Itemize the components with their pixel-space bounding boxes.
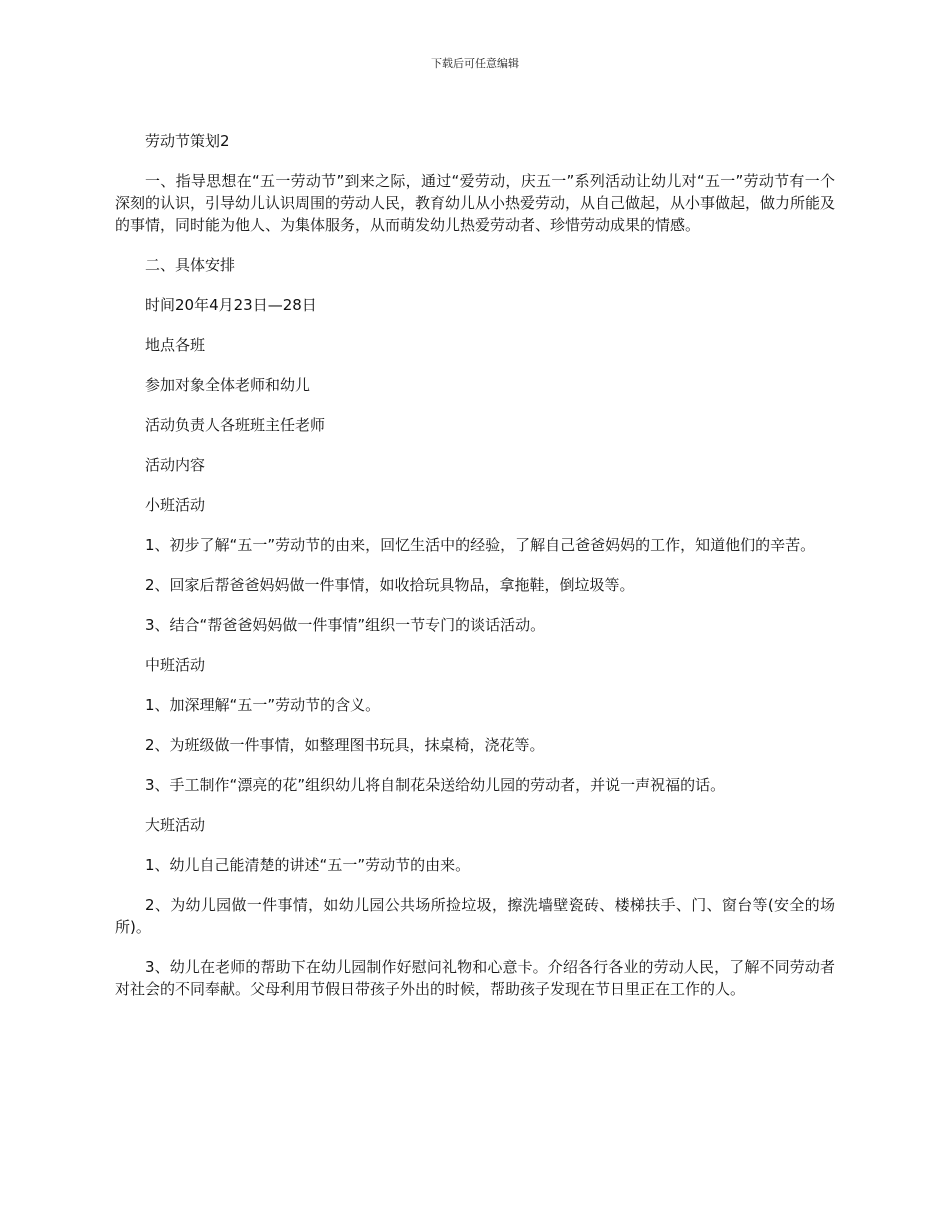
paragraph-location: 地点各班 bbox=[145, 336, 206, 354]
document-title: 劳动节策划2 bbox=[145, 132, 230, 150]
heading-small-class: 小班活动 bbox=[145, 496, 206, 514]
list-item: 3、结合“帮爸爸妈妈做一件事情”组织一节专门的谈话活动。 bbox=[145, 616, 546, 634]
section-heading-arrangement: 二、具体安排 bbox=[145, 256, 236, 274]
list-item: 2、回家后帮爸爸妈妈做一件事情，如收拾玩具物品，拿拖鞋，倒垃圾等。 bbox=[145, 576, 635, 594]
paragraph-responsible: 活动负责人各班班主任老师 bbox=[145, 416, 326, 434]
list-item: 1、加深理解“五一”劳动节的含义。 bbox=[145, 696, 381, 714]
list-item: 1、幼儿自己能清楚的讲述“五一”劳动节的由来。 bbox=[145, 856, 471, 874]
list-item: 2、为班级做一件事情，如整理图书玩具，抹桌椅，浇花等。 bbox=[145, 736, 545, 754]
list-item: 3、手工制作“漂亮的花”组织幼儿将自制花朵送给幼儿园的劳动者，并说一声祝福的话。 bbox=[145, 776, 726, 794]
list-item: 3、幼儿在老师的帮助下在幼儿园制作好慰问礼物和心意卡。介绍各行各业的劳动人民，了解不同劳动者对社会的不同奉献。父母利用节假日带孩子外出的时候，帮助孩子发现在节日里正在工作的人。 bbox=[115, 958, 835, 998]
paragraph-participants: 参加对象全体老师和幼儿 bbox=[145, 376, 311, 394]
paragraph-content-heading: 活动内容 bbox=[145, 456, 206, 474]
page-header: 下载后可任意编辑 bbox=[431, 57, 519, 70]
paragraph-time: 时间20年4月23日—28日 bbox=[145, 296, 317, 314]
paragraph-guiding-idea: 一、指导思想在“五一劳动节”到来之际，通过“爱劳动，庆五一”系列活动让幼儿对“五一”劳动节有一个深刻的认识，引导幼儿认识周围的劳动人民，教育幼儿从小热爱劳动，从自己做起，从小事做起，做力所能及的事情，同时能为他人、为集体服务，从而萌发幼儿热爱劳动者、珍惜劳动成果的情感。 bbox=[115, 172, 836, 234]
document-body bbox=[115, 130, 835, 1018]
list-item: 1、初步了解“五一”劳动节的由来，回忆生活中的经验，了解自己爸爸妈妈的工作，知道他们的辛苦。 bbox=[145, 536, 816, 554]
heading-large-class: 大班活动 bbox=[145, 816, 206, 834]
list-item: 2、为幼儿园做一件事情，如幼儿园公共场所捡垃圾，擦洗墙壁瓷砖、楼梯扶手、门、窗台等(安全的场所)。 bbox=[115, 896, 835, 936]
heading-middle-class: 中班活动 bbox=[145, 656, 206, 674]
